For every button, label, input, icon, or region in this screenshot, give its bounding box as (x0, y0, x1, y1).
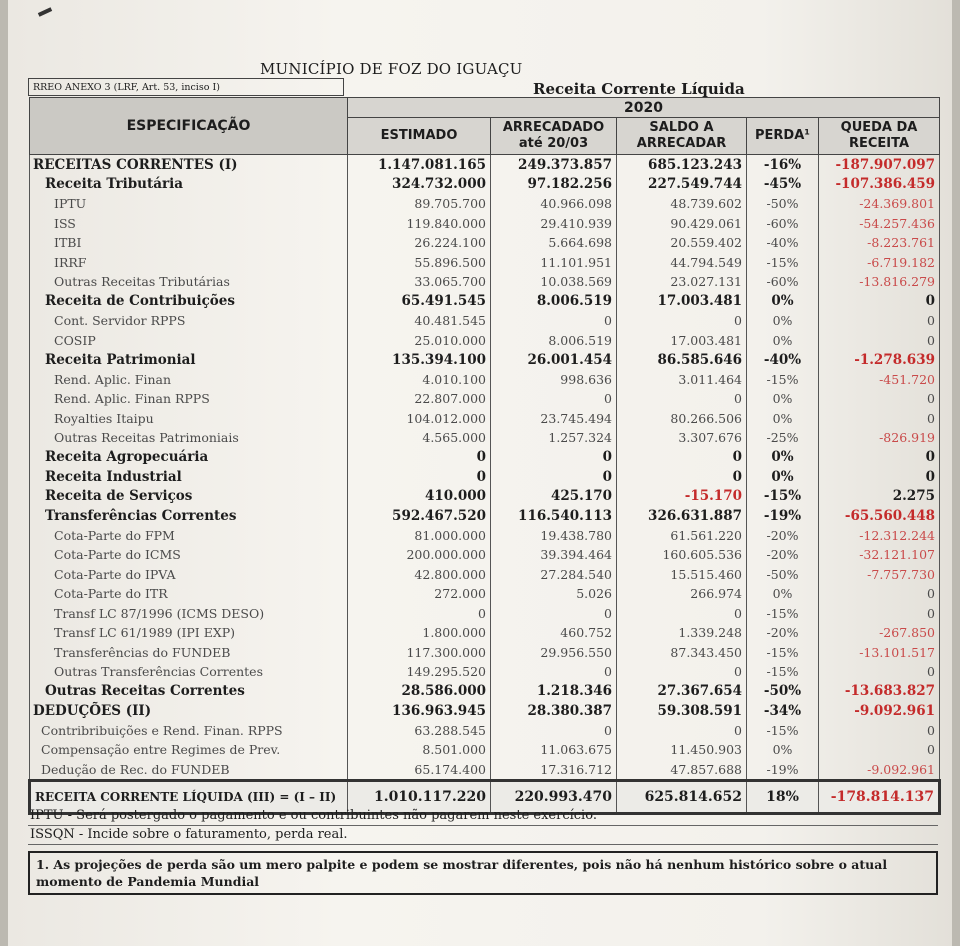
cell-estimado: 200.000.000 (348, 545, 491, 565)
cell-queda: -24.369.801 (819, 194, 940, 214)
pen-mark (38, 7, 52, 17)
row-label: Rend. Aplic. Finan (30, 370, 348, 390)
cell-queda: 0 (819, 292, 940, 312)
cell-estimado: 4.010.100 (348, 370, 491, 390)
cell-queda: -8.223.761 (819, 233, 940, 253)
table-row (30, 565, 940, 585)
table-row (30, 682, 940, 702)
cell-queda: 0 (819, 467, 940, 487)
cell-saldo: 17.003.481 (617, 292, 747, 312)
cell-estimado: 22.807.000 (348, 389, 491, 409)
cell-saldo: 266.974 (617, 584, 747, 604)
cell-saldo: 86.585.646 (617, 350, 747, 370)
cell-saldo: -15.170 (617, 487, 747, 507)
cell-saldo: 0 (617, 662, 747, 682)
cell-arrecadado: 8.006.519 (491, 331, 617, 351)
cell-arrecadado: 28.380.387 (491, 701, 617, 721)
header-especificacao: ESPECIFICAÇÃO (30, 98, 348, 155)
row-label: Cota-Parte do FPM (30, 526, 348, 546)
cell-saldo: 15.515.460 (617, 565, 747, 585)
row-label: Receita Agropecuária (30, 448, 348, 468)
row-label: Cota-Parte do ITR (30, 584, 348, 604)
cell-arrecadado: 29.410.939 (491, 214, 617, 234)
table-row (30, 331, 940, 351)
cell-queda: -107.386.459 (819, 175, 940, 195)
cell-saldo: 625.814.652 (617, 781, 747, 814)
table-row (30, 272, 940, 292)
cell-estimado: 28.586.000 (348, 682, 491, 702)
cell-perda: -34% (747, 701, 819, 721)
cell-queda: -267.850 (819, 623, 940, 643)
cell-arrecadado: 0 (491, 662, 617, 682)
cell-estimado: 0 (348, 604, 491, 624)
cell-queda: -9.092.961 (819, 701, 940, 721)
row-label: IRRF (30, 253, 348, 273)
cell-arrecadado: 17.316.712 (491, 760, 617, 781)
cell-perda: -20% (747, 623, 819, 643)
annex-label: RREO ANEXO 3 (LRF, Art. 53, inciso I) (28, 78, 344, 96)
cell-queda: 0 (819, 662, 940, 682)
table-row (30, 623, 940, 643)
cell-estimado: 136.963.945 (348, 701, 491, 721)
table-row (30, 311, 940, 331)
cell-saldo: 685.123.243 (617, 155, 747, 175)
cell-perda: 0% (747, 740, 819, 760)
cell-arrecadado: 998.636 (491, 370, 617, 390)
cell-saldo: 23.027.131 (617, 272, 747, 292)
table-row (30, 721, 940, 741)
cell-queda: 0 (819, 584, 940, 604)
row-label: Outras Transferências Correntes (30, 662, 348, 682)
cell-arrecadado: 0 (491, 721, 617, 741)
cell-arrecadado: 29.956.550 (491, 643, 617, 663)
cell-estimado: 149.295.520 (348, 662, 491, 682)
cell-arrecadado: 0 (491, 448, 617, 468)
cell-arrecadado: 249.373.857 (491, 155, 617, 175)
cell-queda: 0 (819, 331, 940, 351)
table-row (30, 194, 940, 214)
cell-perda: -15% (747, 662, 819, 682)
row-label: ISS (30, 214, 348, 234)
cell-queda: -451.720 (819, 370, 940, 390)
cell-estimado: 0 (348, 467, 491, 487)
cell-arrecadado: 0 (491, 311, 617, 331)
cell-saldo: 3.307.676 (617, 428, 747, 448)
cell-queda: 0 (819, 604, 940, 624)
cell-queda: -1.278.639 (819, 350, 940, 370)
cell-arrecadado: 1.218.346 (491, 682, 617, 702)
cell-perda: -19% (747, 506, 819, 526)
cell-estimado: 81.000.000 (348, 526, 491, 546)
cell-saldo: 59.308.591 (617, 701, 747, 721)
cell-arrecadado: 10.038.569 (491, 272, 617, 292)
row-label: Receita Patrimonial (30, 350, 348, 370)
table-row (30, 662, 940, 682)
cell-queda: 0 (819, 409, 940, 429)
table-row (30, 409, 940, 429)
cell-saldo: 61.561.220 (617, 526, 747, 546)
cell-queda: -187.907.097 (819, 155, 940, 175)
cell-estimado: 0 (348, 448, 491, 468)
table-row (30, 448, 940, 468)
cell-queda: -13.683.827 (819, 682, 940, 702)
cell-arrecadado: 97.182.256 (491, 175, 617, 195)
table-body (30, 155, 940, 814)
cell-queda: -54.257.436 (819, 214, 940, 234)
cell-arrecadado: 11.101.951 (491, 253, 617, 273)
table-row (30, 155, 940, 175)
cell-perda: -16% (747, 155, 819, 175)
cell-perda: -15% (747, 487, 819, 507)
table-row (30, 604, 940, 624)
cell-arrecadado: 0 (491, 389, 617, 409)
row-label: Receita de Contribuições (30, 292, 348, 312)
cell-perda: 0% (747, 311, 819, 331)
cell-estimado: 324.732.000 (348, 175, 491, 195)
document-page (8, 0, 952, 946)
cell-estimado: 410.000 (348, 487, 491, 507)
cell-arrecadado: 5.664.698 (491, 233, 617, 253)
cell-estimado: 63.288.545 (348, 721, 491, 741)
cell-saldo: 90.429.061 (617, 214, 747, 234)
row-label: Transf LC 61/1989 (IPI EXP) (30, 623, 348, 643)
cell-estimado: 4.565.000 (348, 428, 491, 448)
cell-arrecadado: 19.438.780 (491, 526, 617, 546)
row-label: Receita Tributária (30, 175, 348, 195)
cell-perda: -15% (747, 604, 819, 624)
cell-estimado: 135.394.100 (348, 350, 491, 370)
table-row (30, 214, 940, 234)
cell-estimado: 1.010.117.220 (348, 781, 491, 814)
cell-saldo: 87.343.450 (617, 643, 747, 663)
cell-arrecadado: 27.284.540 (491, 565, 617, 585)
cell-perda: -40% (747, 350, 819, 370)
row-label: COSIP (30, 331, 348, 351)
cell-arrecadado: 0 (491, 467, 617, 487)
row-label: Rend. Aplic. Finan RPPS (30, 389, 348, 409)
row-label: Outras Receitas Correntes (30, 682, 348, 702)
cell-arrecadado: 425.170 (491, 487, 617, 507)
cell-estimado: 117.300.000 (348, 643, 491, 663)
cell-queda: -65.560.448 (819, 506, 940, 526)
row-label: Cont. Servidor RPPS (30, 311, 348, 331)
report-title: Receita Corrente Líquida (533, 80, 745, 98)
table-row (30, 175, 940, 195)
cell-perda: -50% (747, 682, 819, 702)
row-label: Transferências do FUNDEB (30, 643, 348, 663)
cell-estimado: 55.896.500 (348, 253, 491, 273)
row-label: Contribribuições e Rend. Finan. RPPS (30, 721, 348, 741)
cell-arrecadado: 23.745.494 (491, 409, 617, 429)
table-row (30, 487, 940, 507)
cell-arrecadado: 40.966.098 (491, 194, 617, 214)
cell-estimado: 42.800.000 (348, 565, 491, 585)
cell-queda: 0 (819, 311, 940, 331)
cell-arrecadado: 1.257.324 (491, 428, 617, 448)
cell-arrecadado: 0 (491, 604, 617, 624)
row-label: Transferências Correntes (30, 506, 348, 526)
cell-saldo: 17.003.481 (617, 331, 747, 351)
cell-queda: -13.816.279 (819, 272, 940, 292)
note-issqn: ISSQN - Incide sobre o faturamento, perda real. (28, 826, 938, 845)
cell-queda: 0 (819, 448, 940, 468)
note-iptu: IPTU - Será postergado o pagamento e ou contribuintes não pagarem neste exercício. (28, 807, 938, 826)
revenue-table (28, 97, 941, 815)
cell-saldo: 11.450.903 (617, 740, 747, 760)
cell-estimado: 26.224.100 (348, 233, 491, 253)
table-row (30, 740, 940, 760)
cell-saldo: 0 (617, 389, 747, 409)
notes-section (28, 807, 938, 895)
cell-arrecadado: 5.026 (491, 584, 617, 604)
cell-estimado: 65.174.400 (348, 760, 491, 781)
cell-perda: 0% (747, 409, 819, 429)
cell-estimado: 25.010.000 (348, 331, 491, 351)
cell-saldo: 0 (617, 311, 747, 331)
cell-perda: -15% (747, 643, 819, 663)
cell-saldo: 1.339.248 (617, 623, 747, 643)
cell-queda: 2.275 (819, 487, 940, 507)
cell-perda: -25% (747, 428, 819, 448)
cell-perda: -60% (747, 214, 819, 234)
table-row (30, 760, 940, 781)
cell-queda: 0 (819, 721, 940, 741)
cell-queda: 0 (819, 389, 940, 409)
cell-perda: -20% (747, 526, 819, 546)
header-saldo: SALDO A ARRECADAR (617, 118, 747, 155)
cell-perda: 0% (747, 292, 819, 312)
table-row (30, 389, 940, 409)
row-label: Compensação entre Regimes de Prev. (30, 740, 348, 760)
footnote-box: 1. As projeções de perda são um mero palpite e podem se mostrar diferentes, pois não há nenhum histórico sobre o atual momento de Pandemia Mundial (28, 851, 938, 895)
cell-estimado: 104.012.000 (348, 409, 491, 429)
cell-perda: -20% (747, 545, 819, 565)
table-row (30, 643, 940, 663)
table-row (30, 233, 940, 253)
cell-saldo: 3.011.464 (617, 370, 747, 390)
table-row (30, 350, 940, 370)
row-label: Transf LC 87/1996 (ICMS DESO) (30, 604, 348, 624)
row-label: Receita de Serviços (30, 487, 348, 507)
cell-queda: -9.092.961 (819, 760, 940, 781)
cell-perda: -15% (747, 721, 819, 741)
cell-arrecadado: 220.993.470 (491, 781, 617, 814)
row-label: Outras Receitas Patrimoniais (30, 428, 348, 448)
table-row (30, 292, 940, 312)
header-perda: PERDA¹ (747, 118, 819, 155)
cell-saldo: 0 (617, 467, 747, 487)
cell-estimado: 119.840.000 (348, 214, 491, 234)
cell-arrecadado: 116.540.113 (491, 506, 617, 526)
row-label: RECEITAS CORRENTES (I) (30, 155, 348, 175)
table-row (30, 370, 940, 390)
cell-arrecadado: 460.752 (491, 623, 617, 643)
cell-estimado: 1.147.081.165 (348, 155, 491, 175)
cell-arrecadado: 26.001.454 (491, 350, 617, 370)
cell-queda: 0 (819, 740, 940, 760)
cell-queda: -178.814.137 (819, 781, 940, 814)
header-arrecadado: ARRECADADO até 20/03 (491, 118, 617, 155)
cell-perda: -19% (747, 760, 819, 781)
cell-estimado: 592.467.520 (348, 506, 491, 526)
cell-perda: -50% (747, 565, 819, 585)
header-estimado: ESTIMADO (348, 118, 491, 155)
cell-perda: 0% (747, 448, 819, 468)
row-label: Cota-Parte do ICMS (30, 545, 348, 565)
cell-saldo: 0 (617, 721, 747, 741)
cell-saldo: 227.549.744 (617, 175, 747, 195)
cell-queda: -13.101.517 (819, 643, 940, 663)
row-label: Dedução de Rec. do FUNDEB (30, 760, 348, 781)
cell-perda: -45% (747, 175, 819, 195)
cell-saldo: 44.794.549 (617, 253, 747, 273)
row-label: ITBI (30, 233, 348, 253)
row-label: Royalties Itaipu (30, 409, 348, 429)
cell-saldo: 47.857.688 (617, 760, 747, 781)
cell-queda: -12.312.244 (819, 526, 940, 546)
table-row (30, 467, 940, 487)
cell-arrecadado: 8.006.519 (491, 292, 617, 312)
table-row (30, 545, 940, 565)
table-row (30, 506, 940, 526)
cell-perda: -15% (747, 253, 819, 273)
cell-queda: -32.121.107 (819, 545, 940, 565)
header-queda: QUEDA DA RECEITA (819, 118, 940, 155)
cell-queda: -826.919 (819, 428, 940, 448)
table-row (30, 584, 940, 604)
cell-perda: -40% (747, 233, 819, 253)
cell-saldo: 27.367.654 (617, 682, 747, 702)
table-row (30, 526, 940, 546)
cell-saldo: 20.559.402 (617, 233, 747, 253)
table-row (30, 253, 940, 273)
row-label: Outras Receitas Tributárias (30, 272, 348, 292)
cell-saldo: 160.605.536 (617, 545, 747, 565)
cell-estimado: 65.491.545 (348, 292, 491, 312)
cell-estimado: 1.800.000 (348, 623, 491, 643)
municipality-heading: MUNICÍPIO DE FOZ DO IGUAÇU (260, 60, 523, 78)
cell-estimado: 40.481.545 (348, 311, 491, 331)
cell-queda: -6.719.182 (819, 253, 940, 273)
cell-saldo: 0 (617, 448, 747, 468)
table-row (30, 701, 940, 721)
cell-perda: 0% (747, 584, 819, 604)
cell-arrecadado: 11.063.675 (491, 740, 617, 760)
cell-saldo: 80.266.506 (617, 409, 747, 429)
row-label: Cota-Parte do IPVA (30, 565, 348, 585)
row-label: DEDUÇÕES (II) (30, 701, 348, 721)
cell-perda: 18% (747, 781, 819, 814)
table-row (30, 428, 940, 448)
cell-perda: 0% (747, 331, 819, 351)
cell-estimado: 89.705.700 (348, 194, 491, 214)
cell-saldo: 326.631.887 (617, 506, 747, 526)
cell-saldo: 0 (617, 604, 747, 624)
cell-perda: 0% (747, 467, 819, 487)
header-year: 2020 (348, 98, 940, 118)
row-label: Receita Industrial (30, 467, 348, 487)
cell-queda: -7.757.730 (819, 565, 940, 585)
cell-perda: -50% (747, 194, 819, 214)
cell-perda: 0% (747, 389, 819, 409)
cell-saldo: 48.739.602 (617, 194, 747, 214)
cell-perda: -60% (747, 272, 819, 292)
row-label: IPTU (30, 194, 348, 214)
cell-estimado: 8.501.000 (348, 740, 491, 760)
row-label: RECEITA CORRENTE LÍQUIDA (III) = (I – II) (30, 781, 348, 814)
cell-estimado: 33.065.700 (348, 272, 491, 292)
cell-arrecadado: 39.394.464 (491, 545, 617, 565)
cell-estimado: 272.000 (348, 584, 491, 604)
cell-perda: -15% (747, 370, 819, 390)
